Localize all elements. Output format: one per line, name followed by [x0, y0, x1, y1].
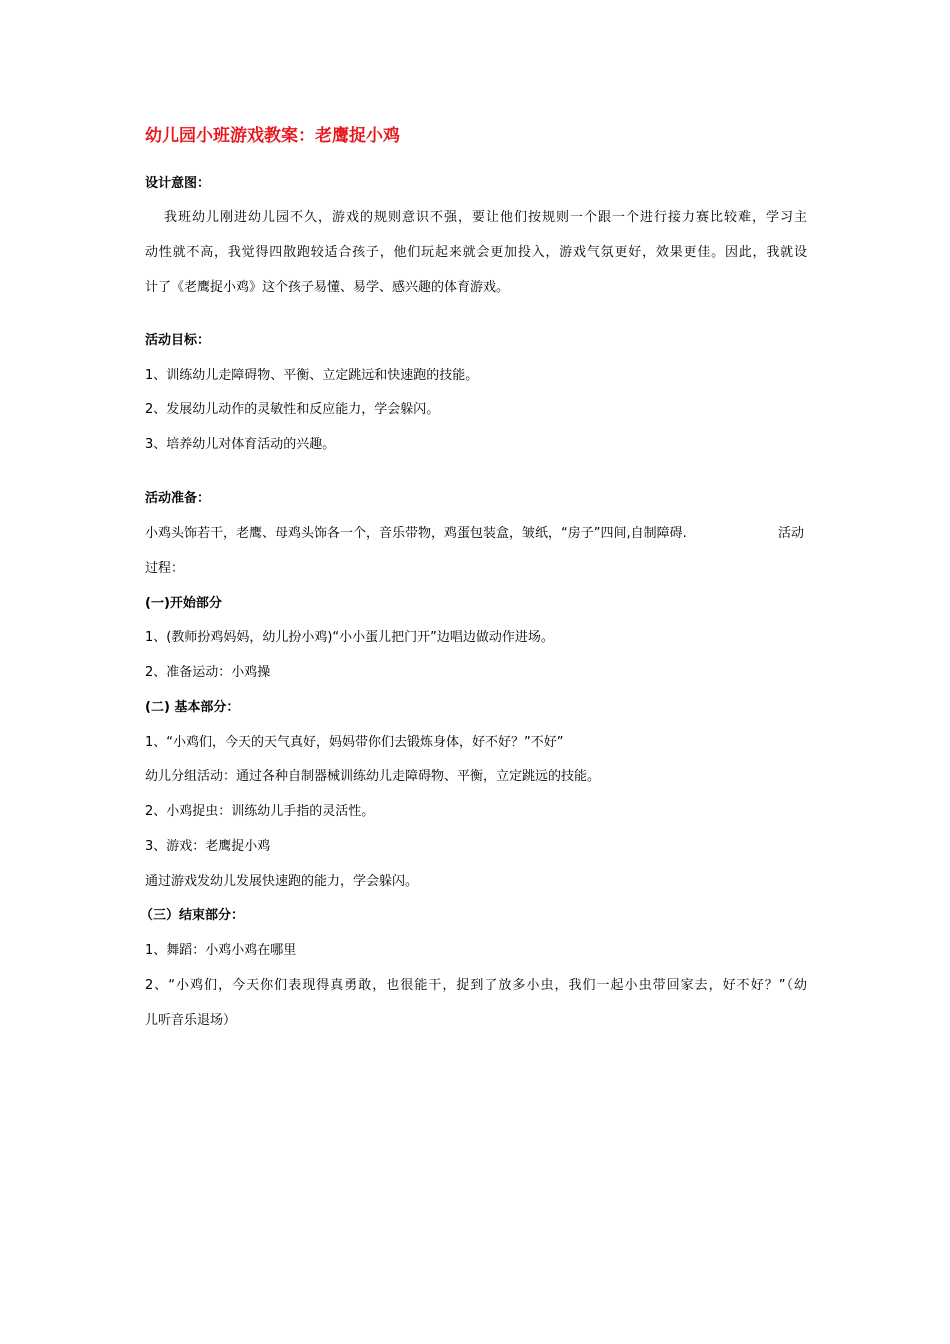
part3-item: 儿听音乐退场） [145, 1013, 237, 1028]
goals-heading: 活动目标： [145, 333, 211, 348]
prep-line: 小鸡头饰若干，老鹰、母鸡头饰各一个，音乐带物，鸡蛋包装盒，皱纸，“房子”四间,自制障碍. [145, 526, 687, 541]
design-heading: 设计意图： [145, 176, 211, 191]
design-paragraph-line: 动性就不高，我觉得四散跑较适合孩子，他们玩起来就会更加投入，游戏气氛更好，效果更佳。因此，我就设 [145, 245, 807, 260]
design-paragraph-line: 计了《老鹰捉小鸡》这个孩子易懂、易学、感兴趣的体育游戏。 [145, 280, 510, 295]
part1-heading: (一)开始部分 [145, 596, 222, 611]
prep-line-continuation: 活动 [778, 526, 805, 541]
part2-item: 2、小鸡捉虫：训练幼儿手指的灵活性。 [145, 804, 375, 819]
part2-item: 通过游戏发幼儿发展快速跑的能力，学会躲闪。 [145, 874, 419, 889]
process-label: 过程： [145, 561, 185, 576]
part3-item: 1、舞蹈：小鸡小鸡在哪里 [145, 943, 297, 958]
part2-item: 1、“小鸡们，今天的天气真好，妈妈带你们去锻炼身体，好不好？”不好” [145, 735, 564, 750]
part2-item: 幼儿分组活动：通过各种自制器械训练幼儿走障碍物、平衡，立定跳远的技能。 [145, 769, 601, 784]
part1-item: 1、(教师扮鸡妈妈，幼儿扮小鸡)“小小蛋儿把门开”边唱边做动作进场。 [145, 630, 554, 645]
part2-heading: (二) 基本部分： [145, 700, 240, 715]
part1-item: 2、准备运动：小鸡操 [145, 665, 271, 680]
goal-item: 1、训练幼儿走障碍物、平衡、立定跳远和快速跑的技能。 [145, 368, 479, 383]
part3-heading: （三）结束部分： [140, 908, 245, 923]
prep-heading: 活动准备： [145, 491, 211, 506]
part3-item: 2、“小鸡们，今天你们表现得真勇敢，也很能干，捉到了放多小虫，我们一起小虫带回家去，好不好？”（幼 [145, 978, 807, 993]
design-paragraph-line: 我班幼儿刚进幼儿园不久，游戏的规则意识不强，要让他们按规则一个跟一个进行接力赛比较难，学习主 [164, 210, 807, 225]
page-title: 幼儿园小班游戏教案：老鹰捉小鸡 [145, 126, 400, 146]
goal-item: 2、发展幼儿动作的灵敏性和反应能力，学会躲闪。 [145, 402, 440, 417]
part2-item: 3、游戏：老鹰捉小鸡 [145, 839, 271, 854]
goal-item: 3、培养幼儿对体育活动的兴趣。 [145, 437, 336, 452]
